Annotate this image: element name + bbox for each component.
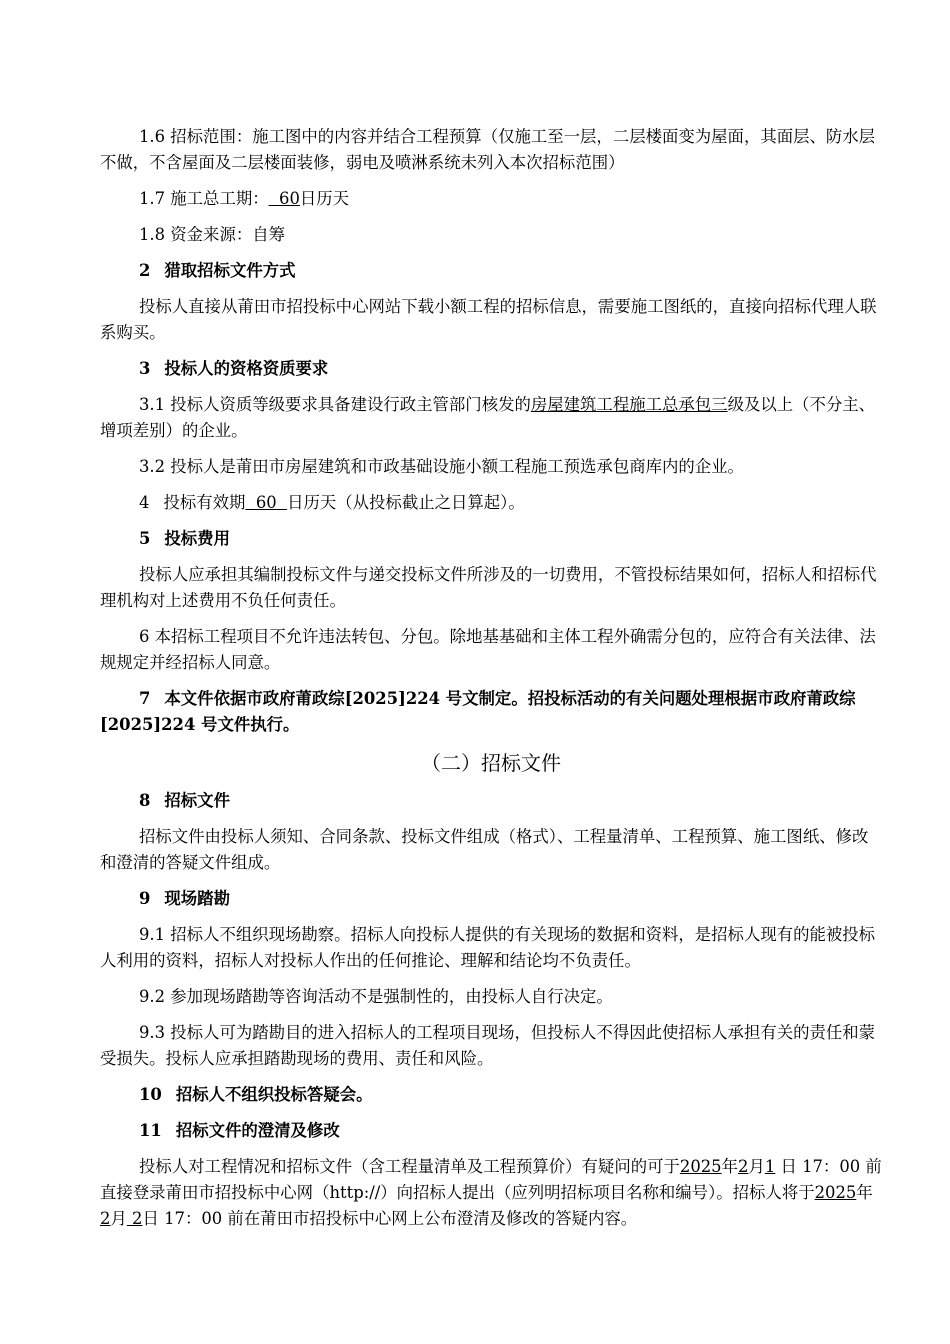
clause-7: 7 本文件依据市政府莆政综[2025]224 号文制定。招投标活动的有关问题处理根据市政府莆政综[2025]224 号文件执行。	[100, 689, 856, 734]
heading-10: 10 招标人不组织投标答疑会。	[139, 1085, 373, 1104]
clause-3-2: 3.2 投标人是莆田市房屋建筑和市政基础设施小额工程施工预选承包商库内的企业。	[139, 457, 744, 476]
heading-8: 8 招标文件	[139, 791, 230, 810]
validity-value: 60	[255, 493, 277, 512]
section-title: （二）招标文件	[421, 751, 561, 775]
clause-1-7: 1.7 施工总工期： 60日历天	[139, 189, 350, 208]
reply-year: 2025	[814, 1183, 857, 1202]
heading-5: 5 投标费用	[139, 529, 230, 548]
heading-9: 9 现场踏勘	[139, 889, 230, 908]
paragraph-8: 招标文件由投标人须知、合同条款、投标文件组成（格式）、工程量清单、工程预算、施工图纸、修改和澄清的答疑文件组成。	[100, 827, 869, 872]
qualification-value: 房屋建筑工程施工总承包三	[530, 395, 728, 414]
clause-1-8: 1.8 资金来源：自筹	[139, 225, 286, 244]
duration-value: 60	[279, 189, 300, 208]
clause-4: 4 投标有效期 60 日历天（从投标截止之日算起）。	[139, 493, 525, 512]
heading-11: 11 招标文件的澄清及修改	[139, 1121, 340, 1140]
reply-day: 2	[132, 1209, 143, 1228]
clause-9-3: 9.3 投标人可为踏勘目的进入招标人的工程项目现场，但投标人不得因此使招标人承担有关的责任和蒙受损失。投标人应承担踏勘现场的费用、责任和风险。	[100, 1023, 876, 1068]
heading-3: 3 投标人的资格资质要求	[139, 359, 329, 378]
paragraph-5: 投标人应承担其编制投标文件与递交投标文件所涉及的一切费用，不管投标结果如何，招标人和招标代理机构对上述费用不负任何责任。	[100, 565, 877, 610]
clause-9-2: 9.2 参加现场踏勘等咨询活动不是强制性的，由投标人自行决定。	[139, 987, 613, 1006]
clause-1-6: 1.6 招标范围：施工图中的内容并结合工程预算（仅施工至一层，二层楼面变为屋面，其面层、防水层不做，不含屋面及二层楼面装修，弱电及喷淋系统未列入本次招标范围）	[100, 127, 876, 172]
query-year: 2025	[679, 1157, 722, 1176]
query-day: 1	[764, 1157, 776, 1176]
clause-9-1: 9.1 招标人不组织现场勘察。招标人向投标人提供的有关现场的数据和资料，是招标人现有的能被投标人利用的资料，招标人对投标人作出的任何推论、理解和结论均不负责任。	[100, 925, 876, 970]
heading-2: 2 猎取招标文件方式	[139, 261, 296, 280]
query-month: 2	[738, 1157, 749, 1176]
clause-3-1: 3.1 投标人资质等级要求具备建设行政主管部门核发的房屋建筑工程施工总承包三级及以上（不分主、增项差别）的企业。	[100, 395, 876, 440]
clause-6: 6 本招标工程项目不允许违法转包、分包。除地基基础和主体工程外确需分包的，应符合有关法律、法规规定并经招标人同意。	[100, 627, 876, 672]
reply-month: 2	[100, 1209, 111, 1228]
paragraph-11: 投标人对工程情况和招标文件（含工程量清单及工程预算价）有疑问的可于2025年2月1 日 17：00 前直接登录莆田市招投标中心网（http://）向招标人提出（应列明招标项目名称和编号）。招标人将于2025年2月 2日 17：00 前在莆田市招投标中心网上公布澄清及修改的答疑内容。	[100, 1157, 882, 1228]
paragraph-2: 投标人直接从莆田市招投标中心网站下载小额工程的招标信息，需要施工图纸的，直接向招标代理人联系购买。	[100, 297, 877, 342]
